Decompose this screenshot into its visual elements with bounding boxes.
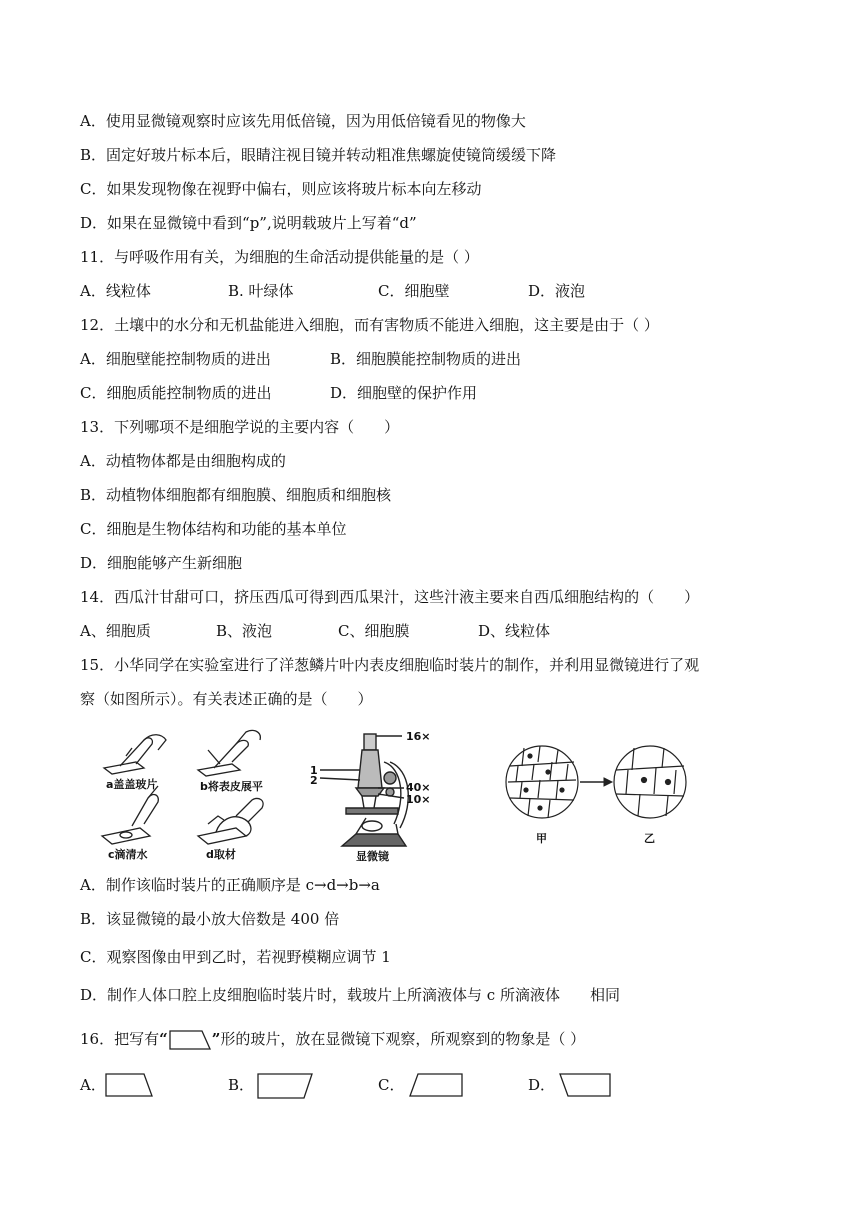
field-of-view-figure	[500, 740, 690, 850]
microscope-illustration	[320, 734, 408, 846]
q12-option-c: C．细胞质能控制物质的进出	[80, 384, 272, 402]
step-b-label: b将表皮展平	[200, 780, 263, 793]
q13-option-a: A．动植物体都是由细胞构成的	[80, 452, 286, 470]
q16-stem-prefix: 16．把写有	[80, 1030, 160, 1048]
q15-option-a: A．制作该临时装片的正确顺序是 c→d→b→a	[80, 876, 380, 894]
view-jia-label: 甲	[536, 832, 547, 845]
q16-option-b-label: B．	[228, 1076, 255, 1094]
part-1-label: 1	[310, 764, 318, 777]
q10-option-d: D．如果在显微镜中看到“p”,说明载玻片上写着“d”	[80, 214, 417, 232]
q16-stem-suffix: 形的玻片，放在显微镜下观察，所观察到的物象是（ ）	[220, 1030, 586, 1048]
q15-stem-line2: 察（如图所示）。有关表述正确的是（ ）	[80, 690, 373, 708]
step-c-label: c滴清水	[108, 848, 148, 861]
view-jia-illustration	[506, 746, 578, 818]
q14-option-c: C、细胞膜	[338, 622, 410, 640]
q10-option-a: A．使用显微镜观察时应该先用低倍镜，因为用低倍镜看见的物像大	[80, 112, 526, 130]
q16-option-b-shape-icon	[256, 1072, 314, 1100]
q12-option-b: B．细胞膜能控制物质的进出	[330, 350, 522, 368]
q13-option-b: B．动植物体细胞都有细胞膜、细胞质和细胞核	[80, 486, 392, 504]
step-d-label: d取材	[206, 848, 236, 861]
arrow-icon	[580, 778, 612, 786]
q14-option-d: D、线粒体	[478, 622, 551, 640]
microscope-label: 显微镜	[356, 850, 389, 863]
q11-option-d: D．液泡	[528, 282, 586, 300]
q11-option-c: C．细胞壁	[378, 282, 450, 300]
slide-preparation-figure	[96, 728, 281, 863]
q11-option-a: A．线粒体	[80, 282, 151, 300]
q16-close-quote: ”	[211, 1030, 221, 1048]
q11-option-b: B. 叶绿体	[228, 282, 294, 300]
q16-open-quote: “	[159, 1030, 168, 1048]
q16-stem	[80, 1029, 585, 1051]
q16-option-a-label: A．	[80, 1076, 106, 1094]
q16-shape-inline	[168, 1029, 212, 1051]
q15-option-c: C．观察图像由甲到乙时，若视野模糊应调节 1	[80, 948, 391, 966]
q12-option-d: D．细胞壁的保护作用	[330, 384, 478, 402]
objective-low-magnification: 10×	[406, 793, 431, 806]
q15-stem-line1: 15．小华同学在实验室进行了洋葱鳞片叶内表皮细胞临时装片的制作，并利用显微镜进行了观	[80, 656, 700, 674]
objective-high-magnification: 40×	[406, 781, 431, 794]
q12-option-a: A．细胞壁能控制物质的进出	[80, 350, 271, 368]
q16-option-c-shape-icon	[408, 1072, 464, 1098]
q14-option-a: A、细胞质	[80, 622, 151, 640]
q16-option-c-label: C．	[378, 1076, 405, 1094]
step-a-label: a盖盖玻片	[106, 778, 158, 791]
q10-option-b: B．固定好玻片标本后，眼睛注视目镜并转动粗准焦螺旋使镜筒缓缓下降	[80, 146, 557, 164]
q11-stem: 11．与呼吸作用有关，为细胞的生命活动提供能量的是（ ）	[80, 248, 479, 266]
q16-option-a-shape-icon	[104, 1072, 154, 1098]
microscope-figure	[306, 728, 456, 863]
step-c-illustration	[102, 786, 158, 844]
q13-stem: 13．下列哪项不是细胞学说的主要内容（ ）	[80, 418, 400, 436]
part-2-label: 2	[310, 774, 318, 787]
view-yi-label: 乙	[644, 832, 655, 845]
step-d-illustration	[198, 798, 263, 844]
step-a-illustration	[104, 735, 166, 774]
q16-option-d-label: D．	[528, 1076, 556, 1094]
q13-option-d: D．细胞能够产生新细胞	[80, 554, 243, 572]
q13-option-c: C．细胞是生物体结构和功能的基本单位	[80, 520, 347, 538]
q12-stem: 12．土壤中的水分和无机盐能进入细胞，而有害物质不能进入细胞，这主要是由于（ ）	[80, 316, 659, 334]
q10-option-c: C．如果发现物像在视野中偏右，则应该将玻片标本向左移动	[80, 180, 482, 198]
q15-option-b: B．该显微镜的最小放大倍数是 400 倍	[80, 910, 340, 928]
q14-option-b: B、液泡	[216, 622, 273, 640]
q15-option-d: D．制作人体口腔上皮细胞临时装片时，载玻片上所滴液体与 c 所滴液体 相同	[80, 986, 620, 1004]
q14-stem: 14．西瓜汁甘甜可口，挤压西瓜可得到西瓜果汁，这些汁液主要来自西瓜细胞结构的（ ）	[80, 588, 700, 606]
parallelogram-shape-icon	[168, 1029, 212, 1051]
view-yi-illustration	[614, 746, 686, 818]
q16-option-d-shape-icon	[558, 1072, 612, 1098]
eyepiece-magnification: 16×	[406, 730, 431, 743]
step-b-illustration	[198, 730, 260, 776]
